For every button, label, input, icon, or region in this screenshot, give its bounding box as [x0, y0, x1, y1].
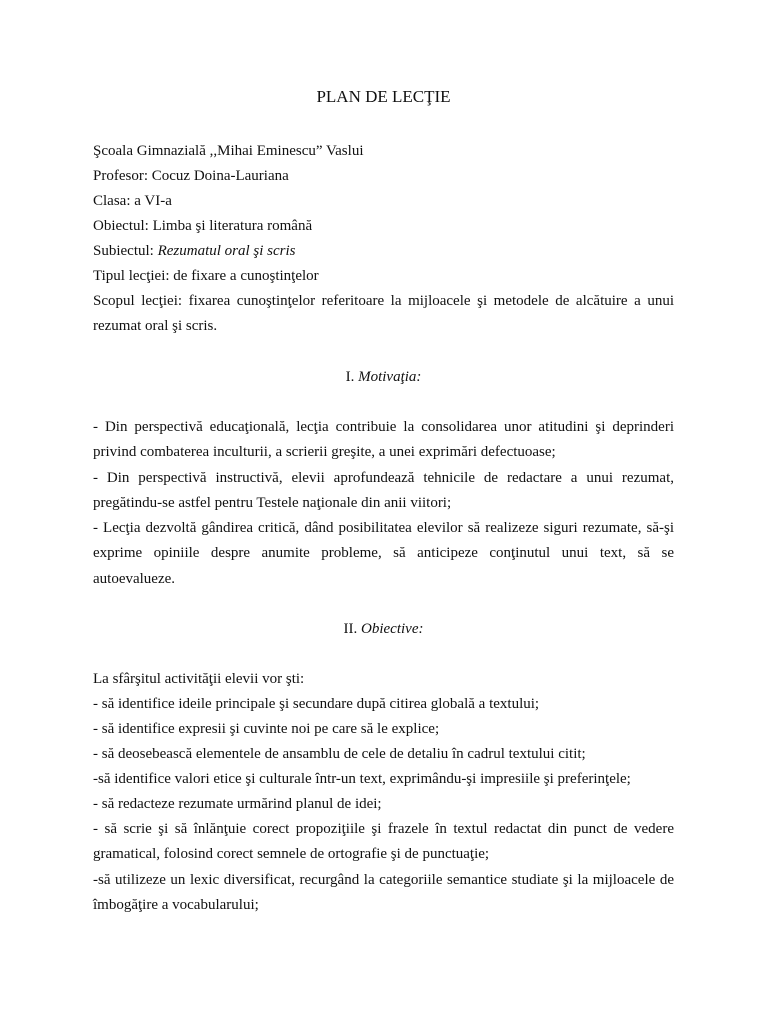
meta-topic-value: Rezumatul oral şi scris: [157, 243, 296, 259]
motivation-paragraph: - Lecţia dezvoltă gândirea critică, dând posibilitatea elevilor să realizeze siguri rezumate, să-şi exprime opiniile despre anumite probleme, să anticipeze conţinutul unui text, să se autoevalueze.: [93, 520, 674, 587]
meta-lesson-goal-value: fixarea cunoştinţelor referitoare la mijloacele şi metodele de alcătuire a unui rezumat oral şi scris.: [93, 293, 675, 335]
objective-item: -să utilizeze un lexic diversificat, recurgând la categoriile semantice studiate şi la mijloacele de îmbogăţire a vocabularului;: [93, 871, 674, 913]
meta-topic-label: Subiectul:: [93, 243, 154, 259]
meta-class-value: a VI-a: [130, 193, 172, 209]
meta-teacher: [93, 164, 674, 189]
meta-lesson-goal: [93, 289, 674, 340]
meta-lesson-type-value: de fixare a cunoştinţelor: [169, 268, 319, 284]
objective-item: - să scrie şi să înlănţuie corect propoziţiile şi frazele în textul redactat din punct de vedere gramatical, folosind corect semnele de ortografie şi de punctuaţie;: [93, 821, 674, 863]
objective-item: - să deosebească elementele de ansamblu de cele de detaliu în cadrul textului citit;: [93, 746, 586, 762]
meta-lesson-type-label: Tipul lecţiei:: [93, 268, 170, 284]
section-objectives-number: II.: [343, 621, 362, 637]
meta-teacher-value: Cocuz Doina-Lauriana: [148, 168, 289, 184]
section-objectives-heading: [93, 617, 674, 642]
meta-subject-area: [93, 214, 674, 239]
meta-subject-area-label: Obiectul:: [93, 218, 149, 234]
objectives-intro: La sfârşitul activităţii elevii vor şti:: [93, 671, 305, 687]
meta-subject-area-value: Limba şi literatura română: [148, 218, 313, 234]
meta-lesson-type: [93, 264, 674, 289]
section-objectives-body: [93, 667, 674, 918]
section-motivation-body: [93, 415, 674, 592]
objective-item: - să identifice ideile principale şi secundare după citirea globală a textului;: [93, 696, 540, 712]
meta-topic: [93, 239, 674, 264]
meta-lesson-goal-label: Scopul lecţiei:: [93, 293, 183, 309]
meta-class-label: Clasa:: [93, 193, 131, 209]
page-title: PLAN DE LECŢIE: [316, 87, 451, 106]
meta-school: [93, 139, 674, 164]
section-motivation-number: I.: [345, 369, 359, 385]
section-objectives-title: Obiective:: [361, 621, 424, 637]
motivation-paragraph: - Din perspectivă educaţională, lecţia contribuie la consolidarea unor atitudini şi deprinderi privind combaterea inculturii, a scrierii greşite, a unei exprimări defectuoase;: [93, 419, 674, 461]
meta-teacher-label: Profesor:: [93, 168, 148, 184]
objective-item: - să redacteze rezumate urmărind planul de idei;: [93, 796, 382, 812]
lesson-meta: [93, 139, 674, 340]
motivation-paragraph: - Din perspectivă instructivă, elevii aprofundează tehnicile de redactare a unui rezumat, pregătindu-se astfel pentru Testele naţionale din anii viitori;: [93, 469, 674, 511]
objective-item: - să identifice expresii şi cuvinte noi pe care să le explice;: [93, 721, 440, 737]
section-motivation-heading: [93, 365, 674, 390]
objective-item: -să identifice valori etice şi culturale într-un text, exprimându-şi impresiile şi preferinţele;: [93, 771, 631, 787]
meta-class: [93, 189, 674, 214]
objectives-list: [93, 692, 674, 817]
section-motivation-title: Motivaţia:: [358, 369, 422, 385]
meta-school-value: Şcoala Gimnazială ,,Mihai Eminescu” Vaslui: [93, 143, 364, 159]
